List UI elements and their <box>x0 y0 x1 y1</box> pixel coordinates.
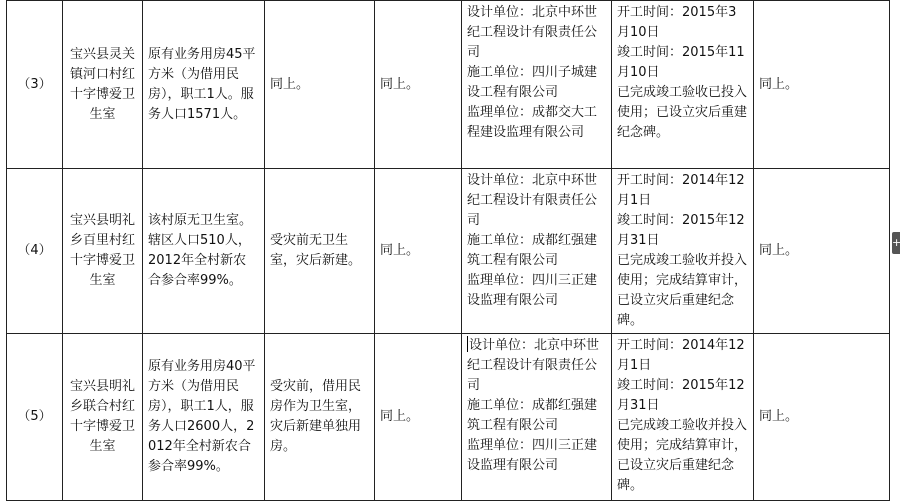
units-cell <box>462 1 612 169</box>
start-date: 开工时间：2014年12月1日 <box>617 173 745 208</box>
same-as-above-cell: 同上。 <box>375 334 462 501</box>
table-row <box>7 1 890 169</box>
clinic-name-cell: 宝兴县明礼乡百里村红十字博爱卫生室 <box>63 169 143 334</box>
clinic-name-cell: 宝兴县灵关镇河口村红十字博爱卫生室 <box>63 1 143 169</box>
supervision-unit: 监理单位：四川三正建设监理有限公司 <box>467 273 598 308</box>
remark-cell: 同上。 <box>754 1 890 169</box>
progress-cell <box>612 334 754 501</box>
document-table <box>6 0 890 501</box>
remark-cell: 同上。 <box>754 169 890 334</box>
table-row <box>7 334 890 501</box>
completion-date: 竣工时间：2015年11月10日 <box>617 45 745 80</box>
same-as-above-cell: 同上。 <box>375 1 462 169</box>
units-cell <box>462 169 612 334</box>
same-as-above-cell: 同上。 <box>375 169 462 334</box>
clinic-name-cell: 宝兴县明礼乡联合村红十字博爱卫生室 <box>63 334 143 501</box>
progress-cell <box>612 1 754 169</box>
supervision-unit: 监理单位：四川三正建设监理有限公司 <box>467 438 598 473</box>
original-status-cell: 原有业务用房40平方米（为借用民房），职工1人，服务人口2600人，2012年全村新农合参合率99%。 <box>143 334 265 501</box>
remark-cell: 同上。 <box>754 334 890 501</box>
start-date: 开工时间：2014年12月1日 <box>617 338 745 373</box>
status-note: 已完成竣工验收已投入使用；已设立灾后重建纪念碑。 <box>617 85 748 140</box>
pre-disaster-cell: 受灾前无卫生室，灾后新建。 <box>265 169 375 334</box>
completion-date: 竣工时间：2015年12月31日 <box>617 213 745 248</box>
design-unit-text: 设计单位：北京中环世纪工程设计有限责任公司 <box>467 338 600 393</box>
construction-unit: 施工单位：四川子城建设工程有限公司 <box>467 65 598 100</box>
original-status-cell: 原有业务用房45平方米（为借用民房），职工1人。服务人口1571人。 <box>143 1 265 169</box>
start-date: 开工时间：2015年3月10日 <box>617 5 737 40</box>
plus-icon[interactable]: + <box>892 232 900 254</box>
original-status-cell: 该村原无卫生室。辖区人口510人，2012年全村新农合参合率99%。 <box>143 169 265 334</box>
row-index-cell: （3） <box>7 1 63 169</box>
progress-cell <box>612 169 754 334</box>
text-cursor <box>467 336 468 352</box>
construction-unit: 施工单位：成都红强建筑工程有限公司 <box>467 233 598 268</box>
row-index-cell: （4） <box>7 169 63 334</box>
row-index-cell: （5） <box>7 334 63 501</box>
units-cell[interactable] <box>462 334 612 501</box>
table-row <box>7 169 890 334</box>
construction-unit: 施工单位：成都红强建筑工程有限公司 <box>467 398 598 433</box>
pre-disaster-cell: 受灾前，借用民房作为卫生室，灾后新建单独用房。 <box>265 334 375 501</box>
design-unit: 设计单位：北京中环世纪工程设计有限责任公司 <box>467 5 598 60</box>
completion-date: 竣工时间：2015年12月31日 <box>617 378 745 413</box>
design-unit: 设计单位：北京中环世纪工程设计有限责任公司 <box>467 173 598 228</box>
status-note: 已完成竣工验收并投入使用；完成结算审计，已设立灾后重建纪念碑。 <box>617 418 748 493</box>
design-unit <box>467 336 606 396</box>
supervision-unit: 监理单位：成都交大工程建设监理有限公司 <box>467 105 598 140</box>
status-note: 已完成竣工验收并投入使用；完成结算审计，已设立灾后重建纪念碑。 <box>617 253 748 328</box>
pre-disaster-cell: 同上。 <box>265 1 375 169</box>
